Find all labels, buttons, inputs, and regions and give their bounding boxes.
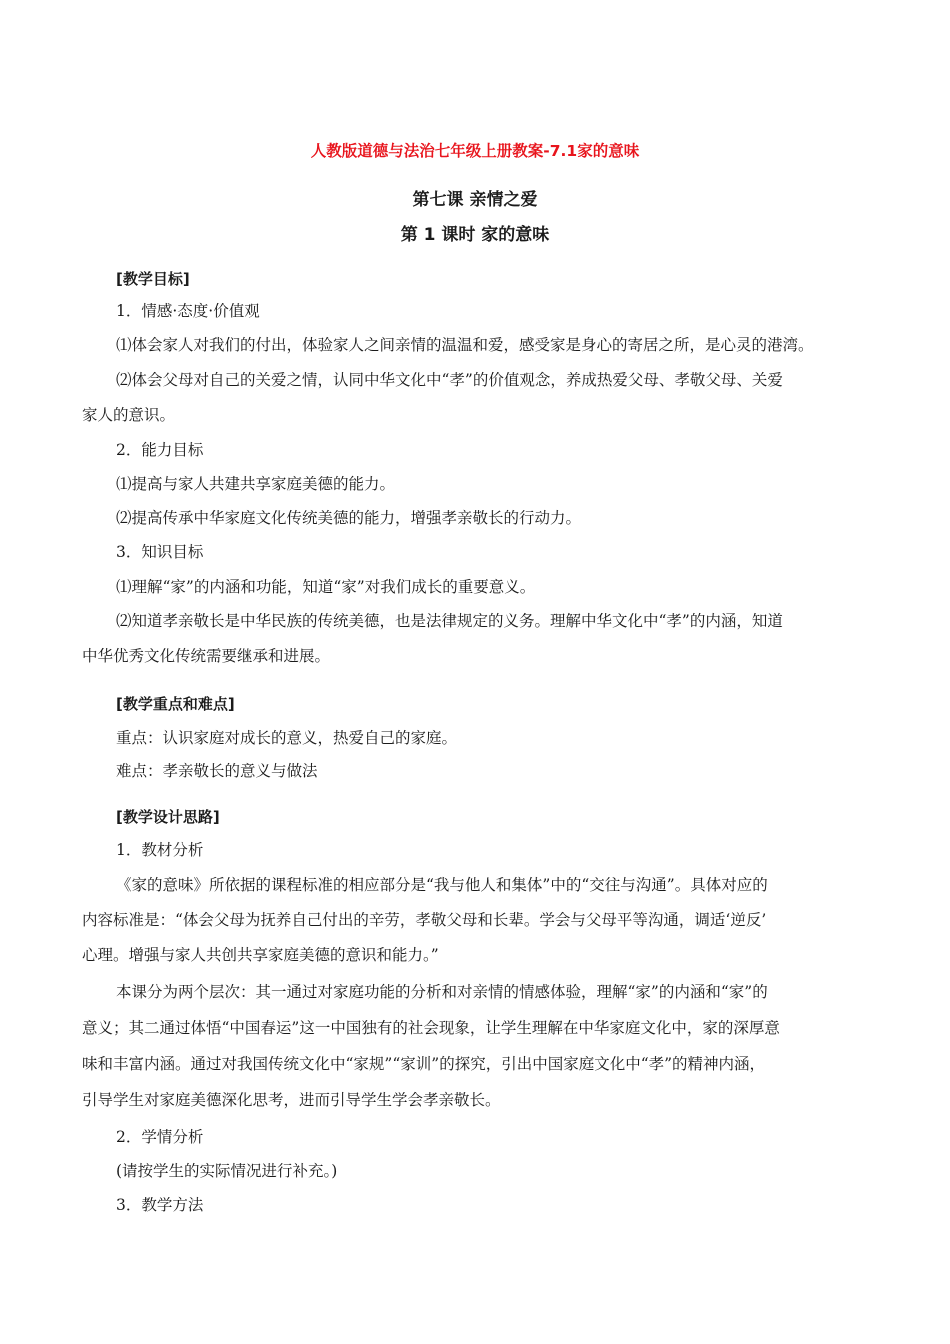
paragraph-line: ⑵知道孝亲敬长是中华民族的传统美德，也是法律规定的义务。理解中华文化中“孝”的内涵，知道: [116, 612, 783, 630]
paragraph-line: 引导学生对家庭美德深化思考，进而引导学生学会孝亲敬长。: [82, 1091, 501, 1109]
objective-subheading-ability: 2．能力目标: [116, 441, 204, 459]
paragraph-line: (请按学生的实际情况进行补充。): [116, 1162, 338, 1180]
paragraph-line: 内容标准是：“体会父母为抚养自己付出的辛劳，孝敬父母和长辈。学会与父母平等沟通，调适‘逆反’: [82, 911, 767, 929]
paragraph-line: 心理。增强与家人共创共享家庭美德的意识和能力。”: [82, 946, 439, 964]
paragraph-line: ⑵体会父母对自己的关爱之情，认同中华文化中“孝”的价值观念，养成热爱父母、孝敬父母、关爱: [116, 371, 783, 389]
difficult-point: 难点：孝亲敬长的意义与做法: [116, 762, 318, 780]
objectives-heading: [教学目标]: [116, 270, 190, 288]
paragraph-line: ⑴体会家人对我们的付出，体验家人之间亲情的温温和爱，感受家是身心的寄居之所，是心灵的港湾。: [116, 336, 814, 354]
key-point: 重点：认识家庭对成长的意义，热爱自己的家庭。: [116, 729, 458, 747]
period-title: 第 1 课时 家的意味: [400, 225, 550, 245]
paragraph-line: 味和丰富内涵。通过对我国传统文化中“家规”“家训”的探究，引出中国家庭文化中“孝”的精神内涵，: [82, 1055, 766, 1073]
paragraph-line: 意义；其二通过体悟“中国春运”这一中国独有的社会现象，让学生理解在中华家庭文化中，家的深厚意: [82, 1019, 780, 1037]
objective-subheading-knowledge: 3．知识目标: [116, 543, 204, 561]
lesson-title: 第七课 亲情之爱: [412, 190, 538, 210]
paragraph-line: ⑵提高传承中华家庭文化传统美德的能力，增强孝亲敬长的行动力。: [116, 509, 582, 527]
paragraph-line: 本课分为两个层次：其一通过对家庭功能的分析和对亲情的情感体验，理解“家”的内涵和“家”的: [116, 983, 768, 1001]
document-title: 人教版道德与法治七年级上册教案-7.1家的意味: [310, 142, 640, 160]
paragraph-line: ⑴理解“家”的内涵和功能，知道“家”对我们成长的重要意义。: [116, 578, 536, 596]
keypoints-heading: [教学重点和难点]: [116, 695, 235, 713]
objective-subheading-attitude: 1．情感·态度·价值观: [116, 302, 260, 320]
paragraph-line: 《家的意味》所依据的课程标准的相应部分是“我与他人和集体”中的“交往与沟通”。具体对应的: [116, 876, 768, 894]
design-subheading-method: 3．教学方法: [116, 1196, 204, 1214]
design-heading: [教学设计思路]: [116, 808, 220, 826]
paragraph-line: 家人的意识。: [82, 406, 176, 424]
paragraph-line: ⑴提高与家人共建共享家庭美德的能力。: [116, 475, 396, 493]
paragraph-line: 中华优秀文化传统需要继承和进展。: [82, 647, 331, 665]
design-subheading-learner: 2．学情分析: [116, 1128, 204, 1146]
design-subheading-textbook: 1．教材分析: [116, 841, 204, 859]
